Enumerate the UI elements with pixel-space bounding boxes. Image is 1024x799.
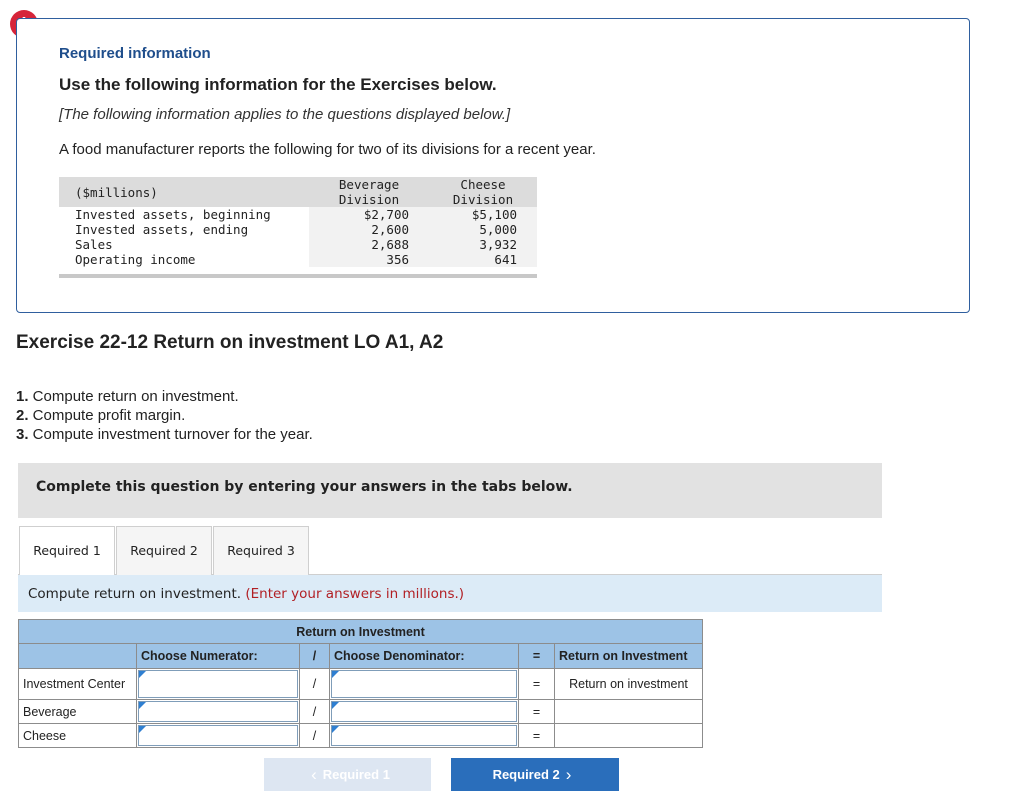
previous-button-label: Required 1 bbox=[322, 767, 390, 782]
blank-header-cell bbox=[19, 644, 137, 669]
table-row bbox=[59, 237, 537, 252]
denominator-dropdown[interactable] bbox=[331, 701, 517, 722]
requirement-number: 2. bbox=[16, 407, 29, 424]
cheese-header-line1: Cheese bbox=[460, 177, 506, 192]
list-item bbox=[16, 406, 313, 425]
numerator-select[interactable] bbox=[137, 700, 300, 724]
result-cell: Return on investment bbox=[555, 669, 703, 700]
numerator-dropdown[interactable] bbox=[138, 701, 298, 722]
next-button[interactable] bbox=[451, 758, 619, 791]
numerator-select[interactable] bbox=[137, 669, 300, 700]
info-heading: Use the following information for the Exercises below. bbox=[59, 75, 497, 94]
divide-symbol: / bbox=[300, 644, 330, 669]
denominator-header: Choose Denominator: bbox=[330, 644, 519, 669]
table-row bbox=[59, 222, 537, 237]
row-label: Cheese bbox=[19, 724, 137, 748]
table-row bbox=[19, 669, 703, 700]
denominator-select[interactable] bbox=[330, 669, 519, 700]
requirement-text: Compute profit margin. bbox=[28, 407, 186, 424]
exercise-title: Exercise 22-12 Return on investment LO A1, A2 bbox=[16, 332, 444, 353]
denominator-dropdown[interactable] bbox=[331, 725, 517, 746]
result-cell bbox=[555, 700, 703, 724]
beverage-value: 2,600 bbox=[309, 222, 429, 237]
roi-table-title: Return on Investment bbox=[19, 620, 703, 644]
table-row bbox=[19, 700, 703, 724]
row-label: Operating income bbox=[59, 252, 309, 267]
cheese-value: 641 bbox=[429, 252, 537, 267]
denominator-dropdown[interactable] bbox=[331, 670, 517, 698]
instruction-bar bbox=[18, 575, 882, 612]
divide-symbol: / bbox=[300, 724, 330, 748]
divide-symbol: / bbox=[300, 700, 330, 724]
instruction-hint: (Enter your answers in millions.) bbox=[245, 586, 465, 602]
info-note: [The following information applies to the questions displayed below.] bbox=[59, 106, 511, 123]
beverage-division-header bbox=[309, 177, 429, 207]
row-label: Beverage bbox=[19, 700, 137, 724]
info-title: Required information bbox=[59, 45, 211, 62]
required-information-panel bbox=[16, 18, 970, 313]
cheese-value: 5,000 bbox=[429, 222, 537, 237]
equals-symbol: = bbox=[519, 724, 555, 748]
numerator-dropdown[interactable] bbox=[138, 725, 298, 746]
result-cell bbox=[555, 724, 703, 748]
table-row bbox=[59, 252, 537, 267]
beverage-value: $2,700 bbox=[309, 207, 429, 222]
division-data-table bbox=[59, 177, 537, 267]
next-button-label: Required 2 bbox=[492, 767, 560, 782]
beverage-header-line1: Beverage bbox=[338, 177, 400, 192]
tab-required-2[interactable]: Required 2 bbox=[116, 526, 212, 576]
beverage-value: 2,688 bbox=[309, 237, 429, 252]
row-label: Sales bbox=[59, 237, 309, 252]
info-text: A food manufacturer reports the following for two of its divisions for a recent year. bbox=[59, 141, 596, 158]
requirement-number: 3. bbox=[16, 426, 29, 443]
cheese-value: 3,932 bbox=[429, 237, 537, 252]
equals-symbol: = bbox=[519, 644, 555, 669]
row-label: Invested assets, ending bbox=[59, 222, 309, 237]
chevron-right-icon: › bbox=[565, 765, 572, 784]
table-row bbox=[59, 207, 537, 222]
tab-required-3[interactable]: Required 3 bbox=[213, 526, 309, 576]
row-label: Investment Center bbox=[19, 669, 137, 700]
requirement-number: 1. bbox=[16, 388, 29, 405]
beverage-header-line2: Division bbox=[338, 192, 400, 207]
cheese-value: $5,100 bbox=[429, 207, 537, 222]
roi-worksheet-table bbox=[18, 619, 703, 748]
table-divider bbox=[59, 274, 537, 278]
numerator-dropdown[interactable] bbox=[138, 670, 298, 698]
previous-button[interactable] bbox=[264, 758, 431, 791]
requirement-text: Compute return on investment. bbox=[28, 388, 239, 405]
table-row bbox=[19, 724, 703, 748]
tab-required-1[interactable]: Required 1 bbox=[19, 526, 115, 576]
list-item bbox=[16, 425, 313, 444]
numerator-select[interactable] bbox=[137, 724, 300, 748]
list-item bbox=[16, 387, 313, 406]
instruction-text: Compute return on investment. bbox=[28, 586, 242, 602]
denominator-select[interactable] bbox=[330, 700, 519, 724]
row-label: Invested assets, beginning bbox=[59, 207, 309, 222]
requirement-text: Compute investment turnover for the year. bbox=[28, 426, 313, 443]
complete-prompt: Complete this question by entering your answers in the tabs below. bbox=[18, 463, 882, 518]
result-header: Return on Investment bbox=[555, 644, 703, 669]
equals-symbol: = bbox=[519, 669, 555, 700]
denominator-select[interactable] bbox=[330, 724, 519, 748]
divide-symbol: / bbox=[300, 669, 330, 700]
data-table-header bbox=[59, 177, 537, 207]
numerator-header: Choose Numerator: bbox=[137, 644, 300, 669]
cheese-division-header bbox=[429, 177, 537, 207]
beverage-value: 356 bbox=[309, 252, 429, 267]
equals-symbol: = bbox=[519, 700, 555, 724]
unit-label: ($millions) bbox=[59, 177, 309, 207]
requirements-list bbox=[16, 387, 313, 444]
cheese-header-line2: Division bbox=[452, 192, 514, 207]
chevron-left-icon: ‹ bbox=[311, 765, 317, 784]
